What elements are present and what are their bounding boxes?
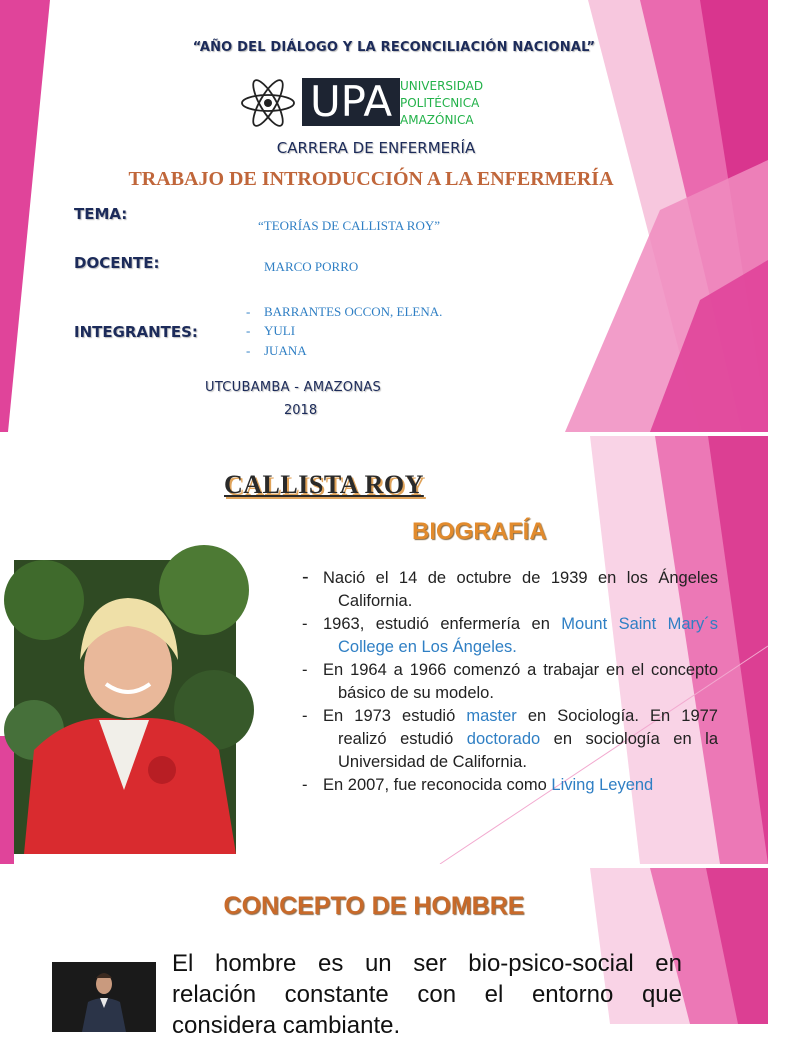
bullet-dash: - xyxy=(246,304,251,319)
biography-item xyxy=(282,613,718,659)
bullet-dash: - xyxy=(246,323,251,338)
bullet-dash: - xyxy=(302,615,308,633)
highlighted-text: master xyxy=(466,707,517,725)
biography-item xyxy=(282,774,718,797)
biography-slide xyxy=(0,436,768,864)
biography-item xyxy=(282,659,718,705)
career-name: CARRERA DE ENFERMERÍA xyxy=(276,139,476,157)
national-motto: “AÑO DEL DIÁLOGO Y LA RECONCILIACIÓN NACIONAL” xyxy=(192,40,596,55)
biography-heading: BIOGRAFÍA xyxy=(412,518,547,545)
biography-text: 1963, estudió enfermería en xyxy=(323,615,562,633)
concept-text: El hombre es un ser bio-psico-social en relación constante con el entorno que considera cambiante. xyxy=(172,950,682,1039)
biography-item xyxy=(282,566,718,613)
members-label: INTEGRANTES: xyxy=(74,323,198,341)
bullet-dash: - xyxy=(302,707,308,725)
teacher-label: DOCENTE: xyxy=(74,254,160,272)
member-item xyxy=(246,304,442,320)
topic-label: TEMA: xyxy=(74,205,128,223)
highlighted-text: doctorado xyxy=(466,730,541,748)
bullet-dash: - xyxy=(246,343,251,358)
biography-text: en Sociología. En 1977 realizó estudió xyxy=(338,707,718,748)
person-name: CALLISTA ROY xyxy=(224,470,424,499)
biography-text: En 1964 a 1966 comenzó a trabajar en el concepto básico de su modelo. xyxy=(323,661,718,702)
member-name: JUANA xyxy=(264,343,307,358)
year: 2018 xyxy=(284,403,318,418)
biography-text: En 1973 estudió xyxy=(323,707,467,725)
member-name: BARRANTES OCCON, ELENA. xyxy=(264,304,443,319)
work-title: TRABAJO DE INTRODUCCIÓN A LA ENFERMERÍA xyxy=(128,168,614,190)
title-slide xyxy=(0,0,768,432)
upa-logo: UPA xyxy=(302,78,400,126)
member-name: YULI xyxy=(264,323,296,338)
bullet-dash: - xyxy=(302,661,308,679)
portrait-photo xyxy=(14,560,236,854)
member-item xyxy=(246,323,295,339)
topic-value: “TEORÍAS DE CALLISTA ROY” xyxy=(258,218,441,233)
university-name-line: AMAZÓNICA xyxy=(400,113,474,127)
biography-text: Nació el 14 de octubre de 1939 en los Ángeles California. xyxy=(323,569,718,610)
man-in-suit-photo xyxy=(52,962,156,1032)
university-name-line: POLITÉCNICA xyxy=(400,96,480,110)
location: UTCUBAMBA - AMAZONAS xyxy=(205,380,382,395)
university-name xyxy=(400,78,483,129)
concept-heading: CONCEPTO DE HOMBRE xyxy=(223,892,525,920)
biography-item xyxy=(282,705,718,774)
highlighted-text: Living Leyend xyxy=(551,776,654,794)
biography-text: en sociología en la Universidad de California. xyxy=(338,730,718,771)
teacher-value: MARCO PORRO xyxy=(264,259,359,274)
bullet-dash: - xyxy=(302,776,308,794)
highlighted-text: Mount Saint Mary´s College en Los Ángeles. xyxy=(338,615,718,656)
member-item xyxy=(246,343,307,359)
concept-slide xyxy=(0,868,768,1039)
university-name-line: UNIVERSIDAD xyxy=(400,79,484,93)
biography-list xyxy=(282,566,718,797)
bullet-dash: - xyxy=(302,566,309,588)
biography-text: En 2007, fue reconocida como xyxy=(323,776,552,794)
atom-icon xyxy=(240,78,296,128)
